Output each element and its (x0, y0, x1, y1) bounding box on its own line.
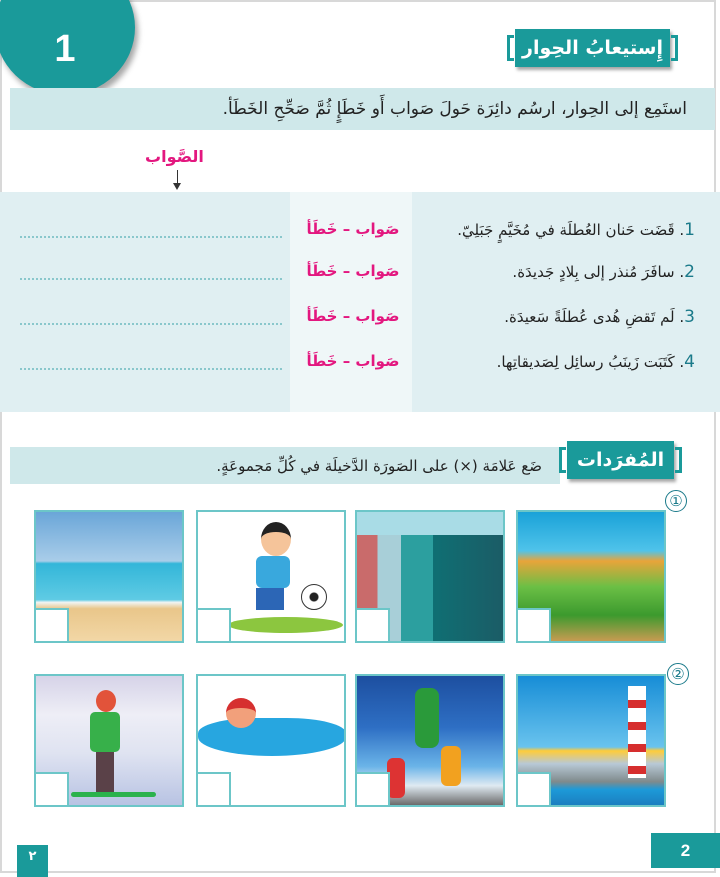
table-row: 1. قَضَت حَنان العُطلَة في مُخَيَّمٍ جَبَلِيّ. صَواب – خَطَأ (0, 220, 720, 250)
row-sentence: لَم تَقضِ هُدى عُطلَةً سَعيدَة. (504, 308, 675, 326)
image-swimmer (196, 674, 346, 807)
image-skiers-and-snowboarders (355, 674, 505, 807)
checkbox[interactable] (198, 608, 231, 641)
image-beach (34, 510, 184, 643)
true-false-choice[interactable]: صَواب – خَطَأ (306, 220, 400, 238)
image-lighthouse-coast (516, 674, 666, 807)
table-row: 3. لَم تَقضِ هُدى عُطلَةً سَعيدَة. صَواب – خَطَأ (0, 307, 720, 337)
table-row: 2. سافَرَ مُنذر إلى بِلادٍ جَديدَة. صَواب – خَطَأ (0, 262, 720, 292)
group-number-2: ② (667, 663, 689, 685)
instruction-bar-2 (10, 447, 560, 484)
page-number-arabic: ٢ (17, 845, 48, 877)
unit-number-badge (0, 0, 135, 95)
checkbox[interactable] (518, 608, 551, 641)
image-boy-playing-soccer (196, 510, 346, 643)
instruction-bar-1 (10, 88, 715, 130)
checkbox[interactable] (36, 608, 69, 641)
checkbox[interactable] (357, 772, 390, 805)
correction-line[interactable] (20, 368, 282, 370)
correction-line[interactable] (20, 323, 282, 325)
true-false-choice[interactable]: صَواب – خَطَأ (306, 262, 400, 280)
true-false-table (0, 192, 720, 412)
checkbox[interactable] (357, 608, 390, 641)
lighthouse-icon (628, 686, 646, 778)
correction-line[interactable] (20, 278, 282, 280)
instruction-text: ضَع عَلامَة (×) على الصَورَة الدَّخيلَة في كُلِّ مَجموعَةٍ. (216, 456, 542, 475)
row-number: 2 (684, 262, 695, 282)
down-arrow-icon (177, 170, 178, 188)
checkbox[interactable] (518, 772, 551, 805)
group-number-1: ① (665, 490, 687, 512)
unit-number: 1 (54, 28, 76, 70)
table-row: 4. كَتَبَت زَينَبُ رسائِل لِصَديقاتِها. صَواب – خَطَأ (0, 352, 720, 382)
row-number: 4 (684, 352, 695, 372)
row-sentence: قَضَت حَنان العُطلَة في مُخَيَّمٍ جَبَلِيّ. (457, 221, 675, 239)
row-sentence: سافَرَ مُنذر إلى بِلادٍ جَديدَة. (512, 263, 675, 281)
soccer-ball-icon (301, 584, 327, 610)
correction-line[interactable] (20, 236, 282, 238)
section-title-text: المُفرَدات (576, 449, 665, 471)
section-title-text: إِستيعابُ الحِوار (522, 37, 663, 59)
image-city-skyscrapers (355, 510, 505, 643)
image-snowboarder (34, 674, 184, 807)
section-title-vocabulary (567, 441, 674, 479)
checkbox[interactable] (36, 772, 69, 805)
true-false-choice[interactable]: صَواب – خَطَأ (306, 307, 400, 325)
checkbox[interactable] (198, 772, 231, 805)
instruction-text: استَمِع إلى الحِوار، ارسُم دائِرَة حَولَ صَواب أَو خَطَإٍ ثُمَّ صَحِّحِ الخَطَأ. (222, 99, 687, 119)
page-number: 2 (651, 833, 720, 868)
row-sentence: كَتَبَت زَينَبُ رسائِل لِصَديقاتِها. (496, 353, 675, 371)
true-false-choice[interactable]: صَواب – خَطَأ (306, 352, 400, 370)
answer-column-label: الصَّواب (145, 147, 204, 166)
section-title-comprehension (515, 29, 670, 67)
image-city-park (516, 510, 666, 643)
row-number: 3 (684, 307, 695, 327)
row-number: 1 (684, 220, 695, 240)
